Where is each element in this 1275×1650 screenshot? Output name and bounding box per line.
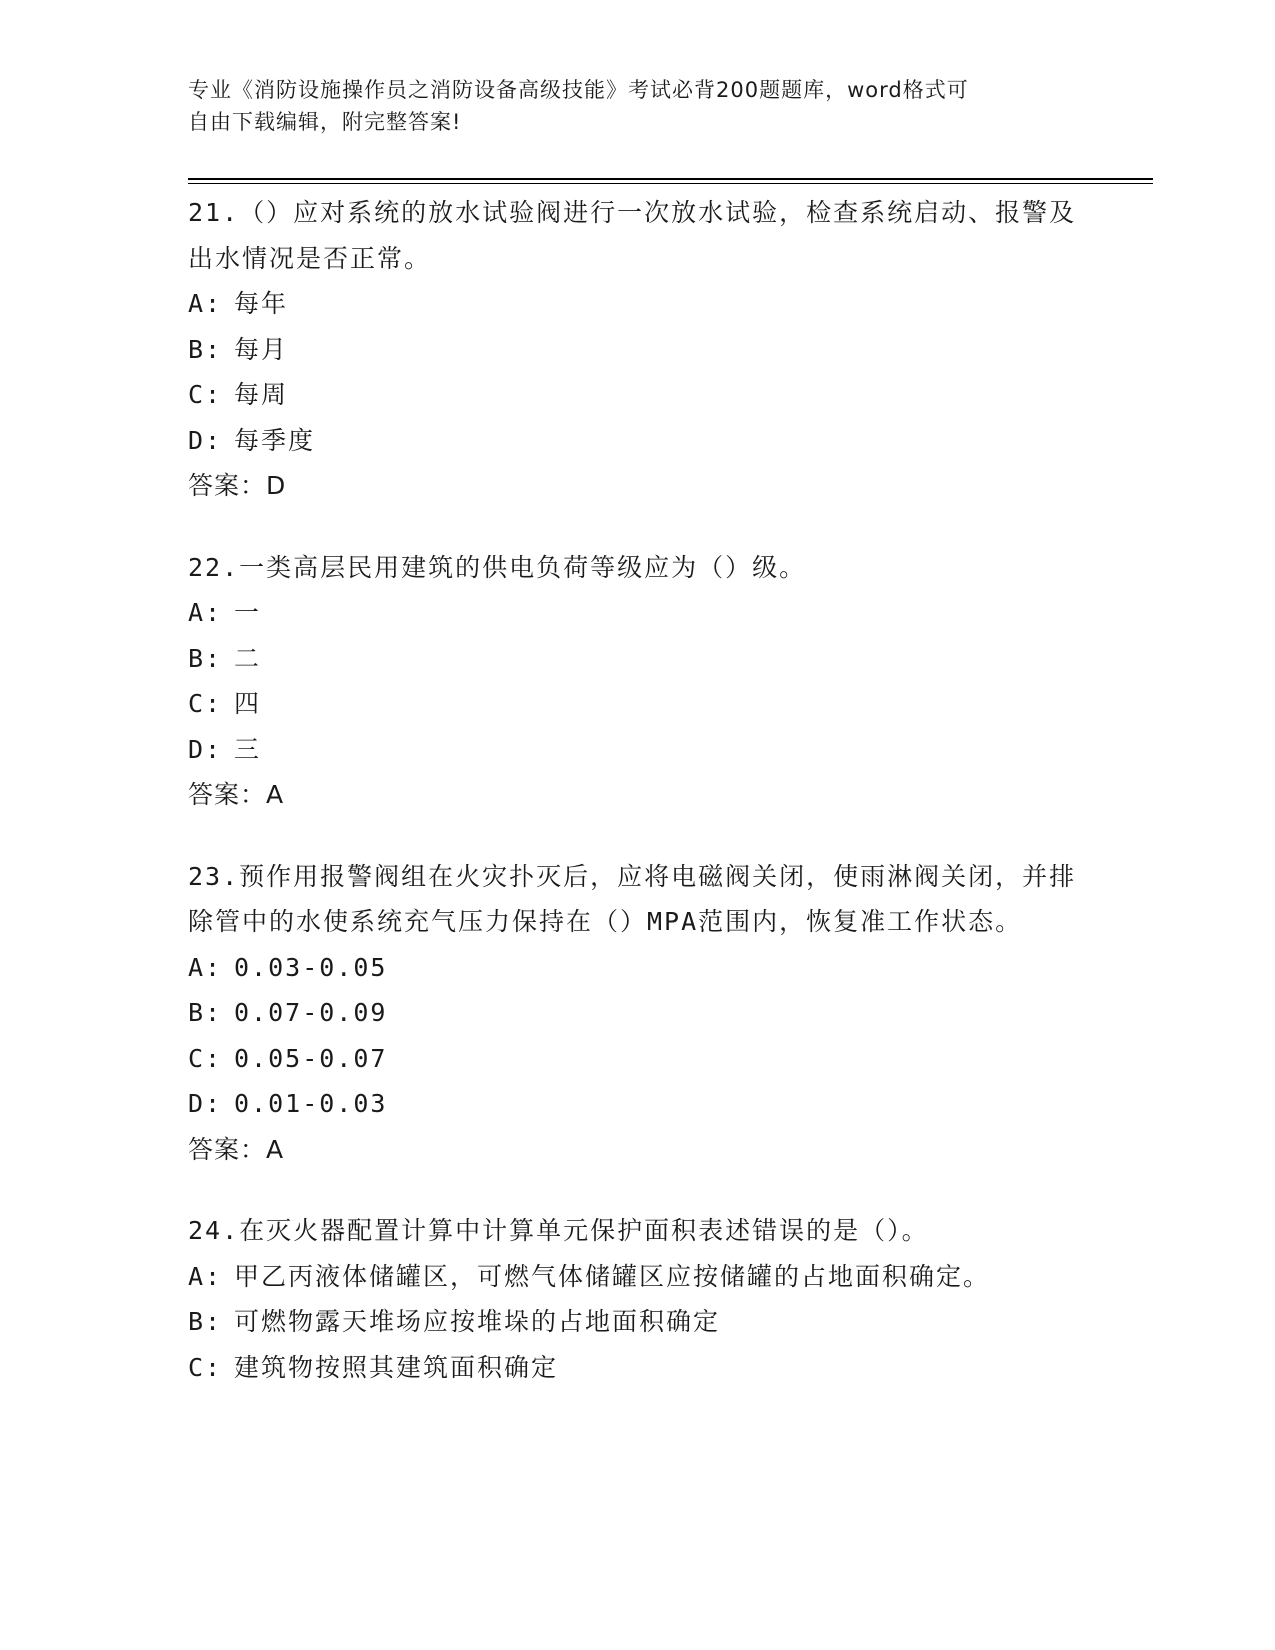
document-header [188, 74, 1088, 138]
option-key: B: [188, 998, 223, 1027]
option-key: C: [188, 1043, 223, 1073]
option-a [188, 945, 1088, 991]
option-c [188, 1036, 1088, 1082]
option-text: 建筑物按照其建筑面积确定 [234, 1352, 559, 1382]
option-text: 0.07-0.09 [234, 998, 388, 1027]
option-b [188, 636, 1088, 682]
header-divider-thick [188, 178, 1153, 180]
option-a [188, 281, 1088, 327]
option-d [188, 1081, 1088, 1127]
option-key: A: [188, 952, 223, 982]
option-c [188, 1345, 1088, 1391]
option-text: 0.03-0.05 [234, 952, 388, 982]
option-b [188, 327, 1088, 373]
header-line-2: 自由下载编辑，附完整答案! [188, 110, 462, 134]
option-key: A: [188, 598, 223, 627]
option-key: D: [188, 1089, 223, 1118]
option-text: 0.01-0.03 [234, 1089, 388, 1118]
option-key: A: [188, 1261, 223, 1291]
option-text: 二 [234, 643, 262, 673]
answer-line: 答案：D [188, 471, 287, 500]
question-list [188, 190, 1088, 1426]
option-b [188, 990, 1088, 1036]
question-23 [188, 854, 1088, 1173]
answer-line: 答案：A [188, 780, 285, 809]
option-c [188, 681, 1088, 727]
option-c [188, 372, 1088, 418]
option-text: 每季度 [234, 425, 316, 455]
option-text: 一 [234, 598, 262, 627]
option-text: 三 [234, 734, 262, 764]
option-a [188, 1254, 1088, 1300]
option-key: C: [188, 380, 223, 409]
header-line-1: 专业《消防设施操作员之消防设备高级技能》考试必背200题题库，word格式可 [188, 78, 969, 102]
question-text: 22.一类高层民用建筑的供电负荷等级应为（）级。 [188, 552, 807, 582]
option-d [188, 727, 1088, 773]
option-a [188, 590, 1088, 636]
option-key: D: [188, 734, 223, 764]
option-key: D: [188, 425, 223, 455]
answer-line: 答案：A [188, 1134, 285, 1164]
question-22 [188, 545, 1088, 818]
option-text: 可燃物露天堆场应按堆垛的占地面积确定 [234, 1307, 721, 1336]
option-text: 每月 [234, 334, 289, 364]
option-key: A: [188, 289, 223, 318]
header-divider-thin [188, 183, 1153, 184]
option-key: C: [188, 1352, 223, 1382]
option-b [188, 1299, 1088, 1345]
question-text: 23.预作用报警阀组在火灾扑灭后，应将电磁阀关闭，使雨淋阀关闭，并排除管中的水使系统充气压力保持在（）MPA范围内，恢复准工作状态。 [188, 861, 1077, 936]
question-24 [188, 1208, 1088, 1390]
question-text: 21.（）应对系统的放水试验阀进行一次放水试验，检查系统启动、报警及出水情况是否正常。 [188, 198, 1077, 273]
option-text: 每周 [234, 380, 289, 409]
option-text: 四 [234, 689, 262, 718]
option-key: B: [188, 1307, 223, 1336]
option-key: B: [188, 334, 223, 364]
option-key: C: [188, 689, 223, 718]
option-text: 每年 [234, 289, 289, 318]
option-text: 甲乙丙液体储罐区，可燃气体储罐区应按储罐的占地面积确定。 [234, 1261, 991, 1291]
question-text: 24.在灭火器配置计算中计算单元保护面积表述错误的是（）。 [188, 1216, 929, 1245]
option-key: B: [188, 643, 223, 673]
question-21 [188, 190, 1088, 509]
option-text: 0.05-0.07 [234, 1043, 388, 1073]
option-d [188, 418, 1088, 464]
